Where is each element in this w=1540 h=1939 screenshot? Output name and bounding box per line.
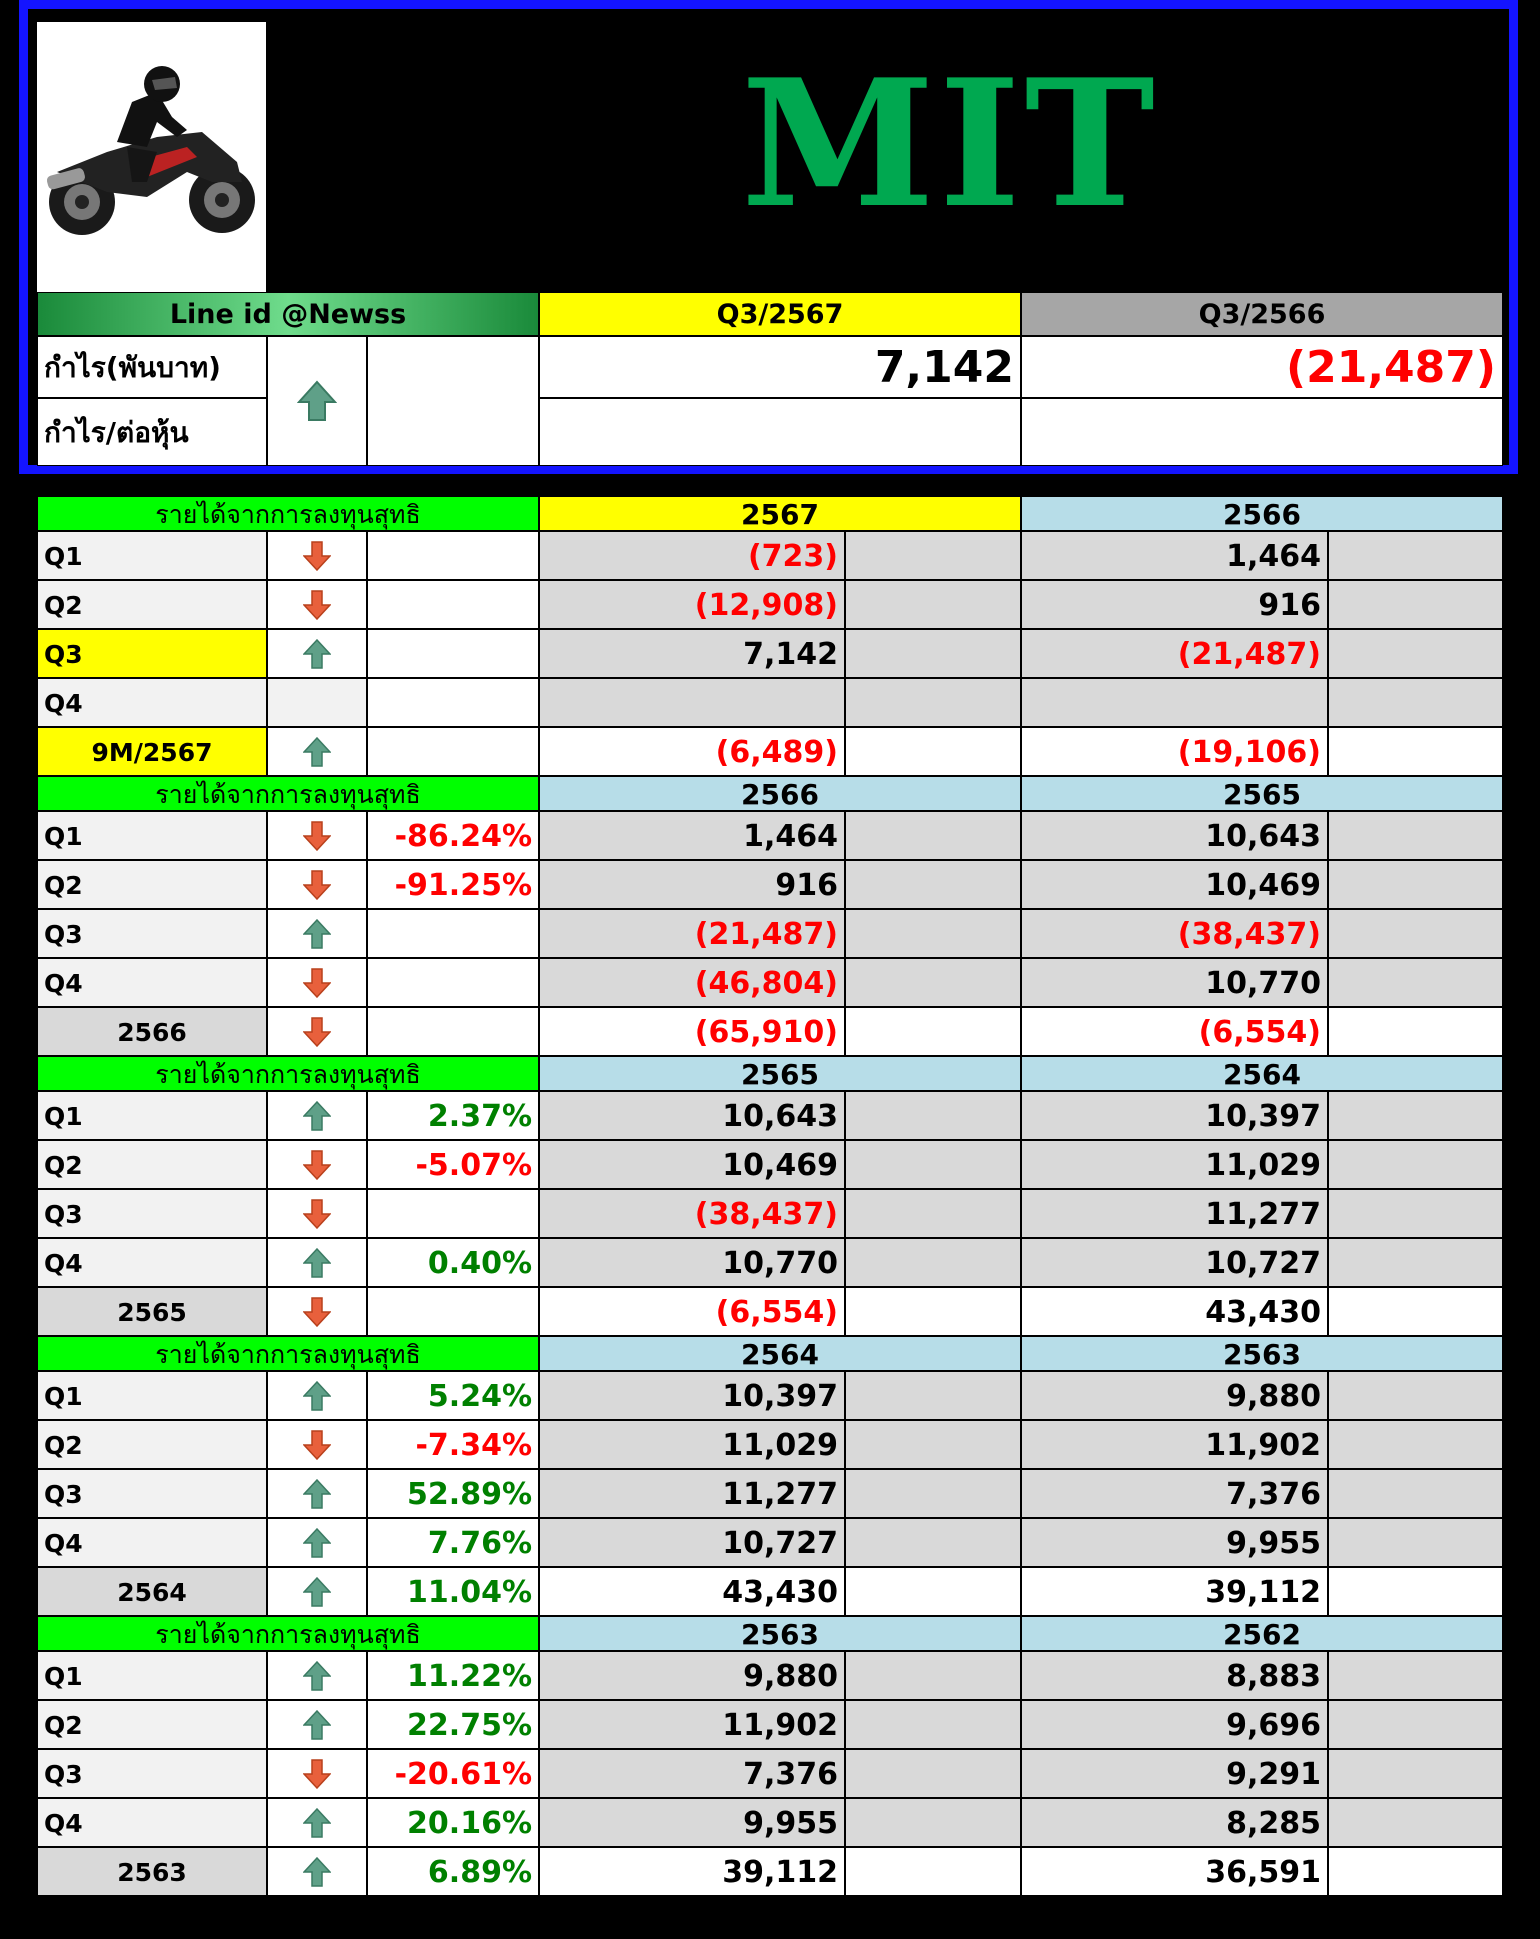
value-year-b: 10,397 — [1021, 1091, 1328, 1140]
quarter-label: Q2 — [37, 860, 267, 909]
spacer-cell — [845, 727, 1021, 776]
value-year-b: 916 — [1021, 580, 1328, 629]
quarter-label: 2563 — [37, 1847, 267, 1896]
spacer-cell — [845, 958, 1021, 1007]
growth-percent: 11.04% — [367, 1567, 539, 1616]
spacer-cell — [1328, 1371, 1503, 1420]
value-year-b: 39,112 — [1021, 1567, 1328, 1616]
quarter-label: Q3 — [37, 629, 267, 678]
quarter-label: Q4 — [37, 678, 267, 727]
line-id-label: Line id @Newss — [37, 292, 539, 336]
trend-up-arrow-icon — [267, 1371, 367, 1420]
growth-percent: 2.37% — [367, 1091, 539, 1140]
value-year-b — [1021, 678, 1328, 727]
spacer-cell — [845, 1567, 1021, 1616]
value-year-b: 9,880 — [1021, 1371, 1328, 1420]
growth-percent: 5.24% — [367, 1371, 539, 1420]
quarter-label: Q1 — [37, 531, 267, 580]
spacer-cell — [1328, 1651, 1503, 1700]
growth-percent: -86.24% — [367, 811, 539, 860]
value-year-b: 43,430 — [1021, 1287, 1328, 1336]
growth-percent — [367, 909, 539, 958]
value-year-b: 11,277 — [1021, 1189, 1328, 1238]
profit-current-value: 7,142 — [539, 336, 1021, 398]
spacer-cell — [1328, 1189, 1503, 1238]
spacer-cell — [845, 1140, 1021, 1189]
quarter-label: Q2 — [37, 1140, 267, 1189]
value-year-b: 36,591 — [1021, 1847, 1328, 1896]
page-title: MIT — [741, 42, 1159, 247]
spacer-cell — [845, 580, 1021, 629]
spacer-cell — [845, 1469, 1021, 1518]
year-b-header: 2566 — [1021, 496, 1503, 531]
spacer-cell — [845, 531, 1021, 580]
value-year-b: 9,291 — [1021, 1749, 1328, 1798]
value-year-a: 10,643 — [539, 1091, 845, 1140]
growth-percent: 6.89% — [367, 1847, 539, 1896]
year-b-header: 2564 — [1021, 1056, 1503, 1091]
quarter-label: Q3 — [37, 909, 267, 958]
trend-up-arrow-icon — [267, 1798, 367, 1847]
trend-up-arrow-icon — [267, 1700, 367, 1749]
spacer-cell — [845, 1847, 1021, 1896]
value-year-b: 11,902 — [1021, 1420, 1328, 1469]
spacer-cell — [1328, 1420, 1503, 1469]
value-year-b: 10,727 — [1021, 1238, 1328, 1287]
trend-up-arrow-icon — [267, 909, 367, 958]
eps-label: กำไร/ต่อหุ้น — [37, 398, 267, 466]
trend-empty-cell — [267, 678, 367, 727]
value-year-b: 10,770 — [1021, 958, 1328, 1007]
trend-down-arrow-icon — [267, 1140, 367, 1189]
trend-up-arrow-icon — [267, 1469, 367, 1518]
spacer-cell — [1328, 860, 1503, 909]
trend-up-arrow-icon — [267, 1238, 367, 1287]
value-year-a: 9,880 — [539, 1651, 845, 1700]
profit-up-arrow-icon — [267, 336, 367, 466]
growth-percent: -91.25% — [367, 860, 539, 909]
growth-percent: 0.40% — [367, 1238, 539, 1287]
quarter-label: Q4 — [37, 1518, 267, 1567]
trend-up-arrow-icon — [267, 1847, 367, 1896]
growth-percent — [367, 1189, 539, 1238]
value-year-b: 10,469 — [1021, 860, 1328, 909]
quarter-label: 9M/2567 — [37, 727, 267, 776]
spacer-cell — [1328, 580, 1503, 629]
quarter-label: Q4 — [37, 1238, 267, 1287]
value-year-a: (6,489) — [539, 727, 845, 776]
quarter-label: 2564 — [37, 1567, 267, 1616]
spacer-cell — [845, 629, 1021, 678]
growth-percent: 22.75% — [367, 1700, 539, 1749]
value-year-b: (19,106) — [1021, 727, 1328, 776]
year-a-header: 2563 — [539, 1616, 1021, 1651]
value-year-a: 10,770 — [539, 1238, 845, 1287]
growth-percent — [367, 958, 539, 1007]
growth-percent — [367, 629, 539, 678]
quarter-label: Q4 — [37, 958, 267, 1007]
trend-down-arrow-icon — [267, 1189, 367, 1238]
trend-up-arrow-icon — [267, 1651, 367, 1700]
spacer-cell — [1328, 727, 1503, 776]
growth-percent: 7.76% — [367, 1518, 539, 1567]
spacer-cell — [1328, 1007, 1503, 1056]
spacer-cell — [845, 1518, 1021, 1567]
quarter-label: Q4 — [37, 1798, 267, 1847]
value-year-b: 9,696 — [1021, 1700, 1328, 1749]
spacer-cell — [845, 1287, 1021, 1336]
value-year-a: (723) — [539, 531, 845, 580]
spacer-cell — [1328, 811, 1503, 860]
value-year-a: 43,430 — [539, 1567, 845, 1616]
spacer-cell — [1328, 958, 1503, 1007]
value-year-a: 9,955 — [539, 1798, 845, 1847]
spacer-cell — [1328, 1749, 1503, 1798]
quarter-label: 2565 — [37, 1287, 267, 1336]
section-label: รายได้จากการลงทุนสุทธิ — [37, 1616, 539, 1651]
year-b-header: 2563 — [1021, 1336, 1503, 1371]
value-year-a: 7,376 — [539, 1749, 845, 1798]
spacer-cell — [845, 1700, 1021, 1749]
spacer-cell — [845, 1749, 1021, 1798]
growth-percent — [367, 531, 539, 580]
growth-percent: 11.22% — [367, 1651, 539, 1700]
quarter-label: Q1 — [37, 1091, 267, 1140]
growth-percent: -7.34% — [367, 1420, 539, 1469]
year-a-header: 2565 — [539, 1056, 1021, 1091]
col-previous-header: Q3/2566 — [1021, 292, 1503, 336]
quarter-label: Q1 — [37, 1371, 267, 1420]
year-a-header: 2566 — [539, 776, 1021, 811]
trend-down-arrow-icon — [267, 1749, 367, 1798]
year-b-header: 2562 — [1021, 1616, 1503, 1651]
spacer-cell — [1328, 678, 1503, 727]
quarter-label: 2566 — [37, 1007, 267, 1056]
spacer-cell — [1328, 1700, 1503, 1749]
growth-percent: -5.07% — [367, 1140, 539, 1189]
trend-up-arrow-icon — [267, 1091, 367, 1140]
section-label: รายได้จากการลงทุนสุทธิ — [37, 1336, 539, 1371]
trend-down-arrow-icon — [267, 1287, 367, 1336]
quarter-label: Q3 — [37, 1749, 267, 1798]
value-year-a: (38,437) — [539, 1189, 845, 1238]
value-year-a: 10,397 — [539, 1371, 845, 1420]
trend-up-arrow-icon — [267, 629, 367, 678]
spacer-cell — [845, 1238, 1021, 1287]
spacer-cell — [1328, 1140, 1503, 1189]
profit-label: กำไร(พันบาท) — [37, 336, 267, 398]
trend-down-arrow-icon — [267, 811, 367, 860]
value-year-a — [539, 678, 845, 727]
value-year-a: 10,727 — [539, 1518, 845, 1567]
growth-percent: -20.61% — [367, 1749, 539, 1798]
growth-percent — [367, 580, 539, 629]
value-year-b: 10,643 — [1021, 811, 1328, 860]
trend-down-arrow-icon — [267, 958, 367, 1007]
value-year-b: 7,376 — [1021, 1469, 1328, 1518]
value-year-b: 1,464 — [1021, 531, 1328, 580]
spacer-cell — [1328, 1091, 1503, 1140]
motorcycle-logo — [37, 22, 266, 292]
quarter-label: Q1 — [37, 811, 267, 860]
spacer-cell — [1328, 1798, 1503, 1847]
value-year-a: (6,554) — [539, 1287, 845, 1336]
trend-up-arrow-icon — [267, 727, 367, 776]
trend-up-arrow-icon — [267, 1518, 367, 1567]
value-year-a: 916 — [539, 860, 845, 909]
spacer-cell — [845, 860, 1021, 909]
trend-down-arrow-icon — [267, 860, 367, 909]
growth-percent: 20.16% — [367, 1798, 539, 1847]
value-year-b: 8,285 — [1021, 1798, 1328, 1847]
spacer-cell — [845, 1420, 1021, 1469]
trend-up-arrow-icon — [267, 1567, 367, 1616]
value-year-a: (65,910) — [539, 1007, 845, 1056]
year-b-header: 2565 — [1021, 776, 1503, 811]
spacer-cell — [845, 811, 1021, 860]
value-year-b: 9,955 — [1021, 1518, 1328, 1567]
value-year-a: 11,029 — [539, 1420, 845, 1469]
growth-percent — [367, 1007, 539, 1056]
spacer-cell — [1328, 1238, 1503, 1287]
quarter-label: Q3 — [37, 1469, 267, 1518]
growth-percent — [367, 727, 539, 776]
spacer-cell — [1328, 1847, 1503, 1896]
eps-previous-value — [1021, 398, 1503, 466]
value-year-a: 7,142 — [539, 629, 845, 678]
value-year-a: (46,804) — [539, 958, 845, 1007]
growth-percent — [367, 1287, 539, 1336]
spacer-cell — [845, 1798, 1021, 1847]
value-year-a: 11,277 — [539, 1469, 845, 1518]
spacer-cell — [845, 1371, 1021, 1420]
quarter-label: Q2 — [37, 580, 267, 629]
value-year-a: 11,902 — [539, 1700, 845, 1749]
value-year-b: (6,554) — [1021, 1007, 1328, 1056]
value-year-a: 1,464 — [539, 811, 845, 860]
spacer-cell — [845, 1007, 1021, 1056]
blank-cell — [367, 336, 539, 466]
spacer-cell — [845, 1651, 1021, 1700]
growth-percent: 52.89% — [367, 1469, 539, 1518]
quarter-label: Q3 — [37, 1189, 267, 1238]
spacer-cell — [845, 678, 1021, 727]
spacer-cell — [1328, 909, 1503, 958]
year-a-header: 2567 — [539, 496, 1021, 531]
trend-down-arrow-icon — [267, 1007, 367, 1056]
spacer-cell — [1328, 629, 1503, 678]
value-year-b: 8,883 — [1021, 1651, 1328, 1700]
profit-previous-value: (21,487) — [1021, 336, 1503, 398]
spacer-cell — [845, 1189, 1021, 1238]
spacer-cell — [1328, 1469, 1503, 1518]
spacer-cell — [1328, 1287, 1503, 1336]
value-year-b: (21,487) — [1021, 629, 1328, 678]
trend-down-arrow-icon — [267, 531, 367, 580]
spacer-cell — [845, 909, 1021, 958]
section-label: รายได้จากการลงทุนสุทธิ — [37, 1056, 539, 1091]
value-year-a: (21,487) — [539, 909, 845, 958]
value-year-a: 10,469 — [539, 1140, 845, 1189]
trend-down-arrow-icon — [267, 580, 367, 629]
spacer-cell — [845, 1091, 1021, 1140]
quarter-label: Q2 — [37, 1700, 267, 1749]
trend-down-arrow-icon — [267, 1420, 367, 1469]
section-label: รายได้จากการลงทุนสุทธิ — [37, 776, 539, 811]
section-label: รายได้จากการลงทุนสุทธิ — [37, 496, 539, 531]
value-year-a: (12,908) — [539, 580, 845, 629]
col-current-header: Q3/2567 — [539, 292, 1021, 336]
quarter-label: Q2 — [37, 1420, 267, 1469]
quarter-label: Q1 — [37, 1651, 267, 1700]
eps-current-value — [539, 398, 1021, 466]
spacer-cell — [1328, 531, 1503, 580]
value-year-b: 11,029 — [1021, 1140, 1328, 1189]
growth-percent — [367, 678, 539, 727]
spacer-cell — [1328, 1518, 1503, 1567]
value-year-a: 39,112 — [539, 1847, 845, 1896]
spacer-cell — [1328, 1567, 1503, 1616]
year-a-header: 2564 — [539, 1336, 1021, 1371]
value-year-b: (38,437) — [1021, 909, 1328, 958]
